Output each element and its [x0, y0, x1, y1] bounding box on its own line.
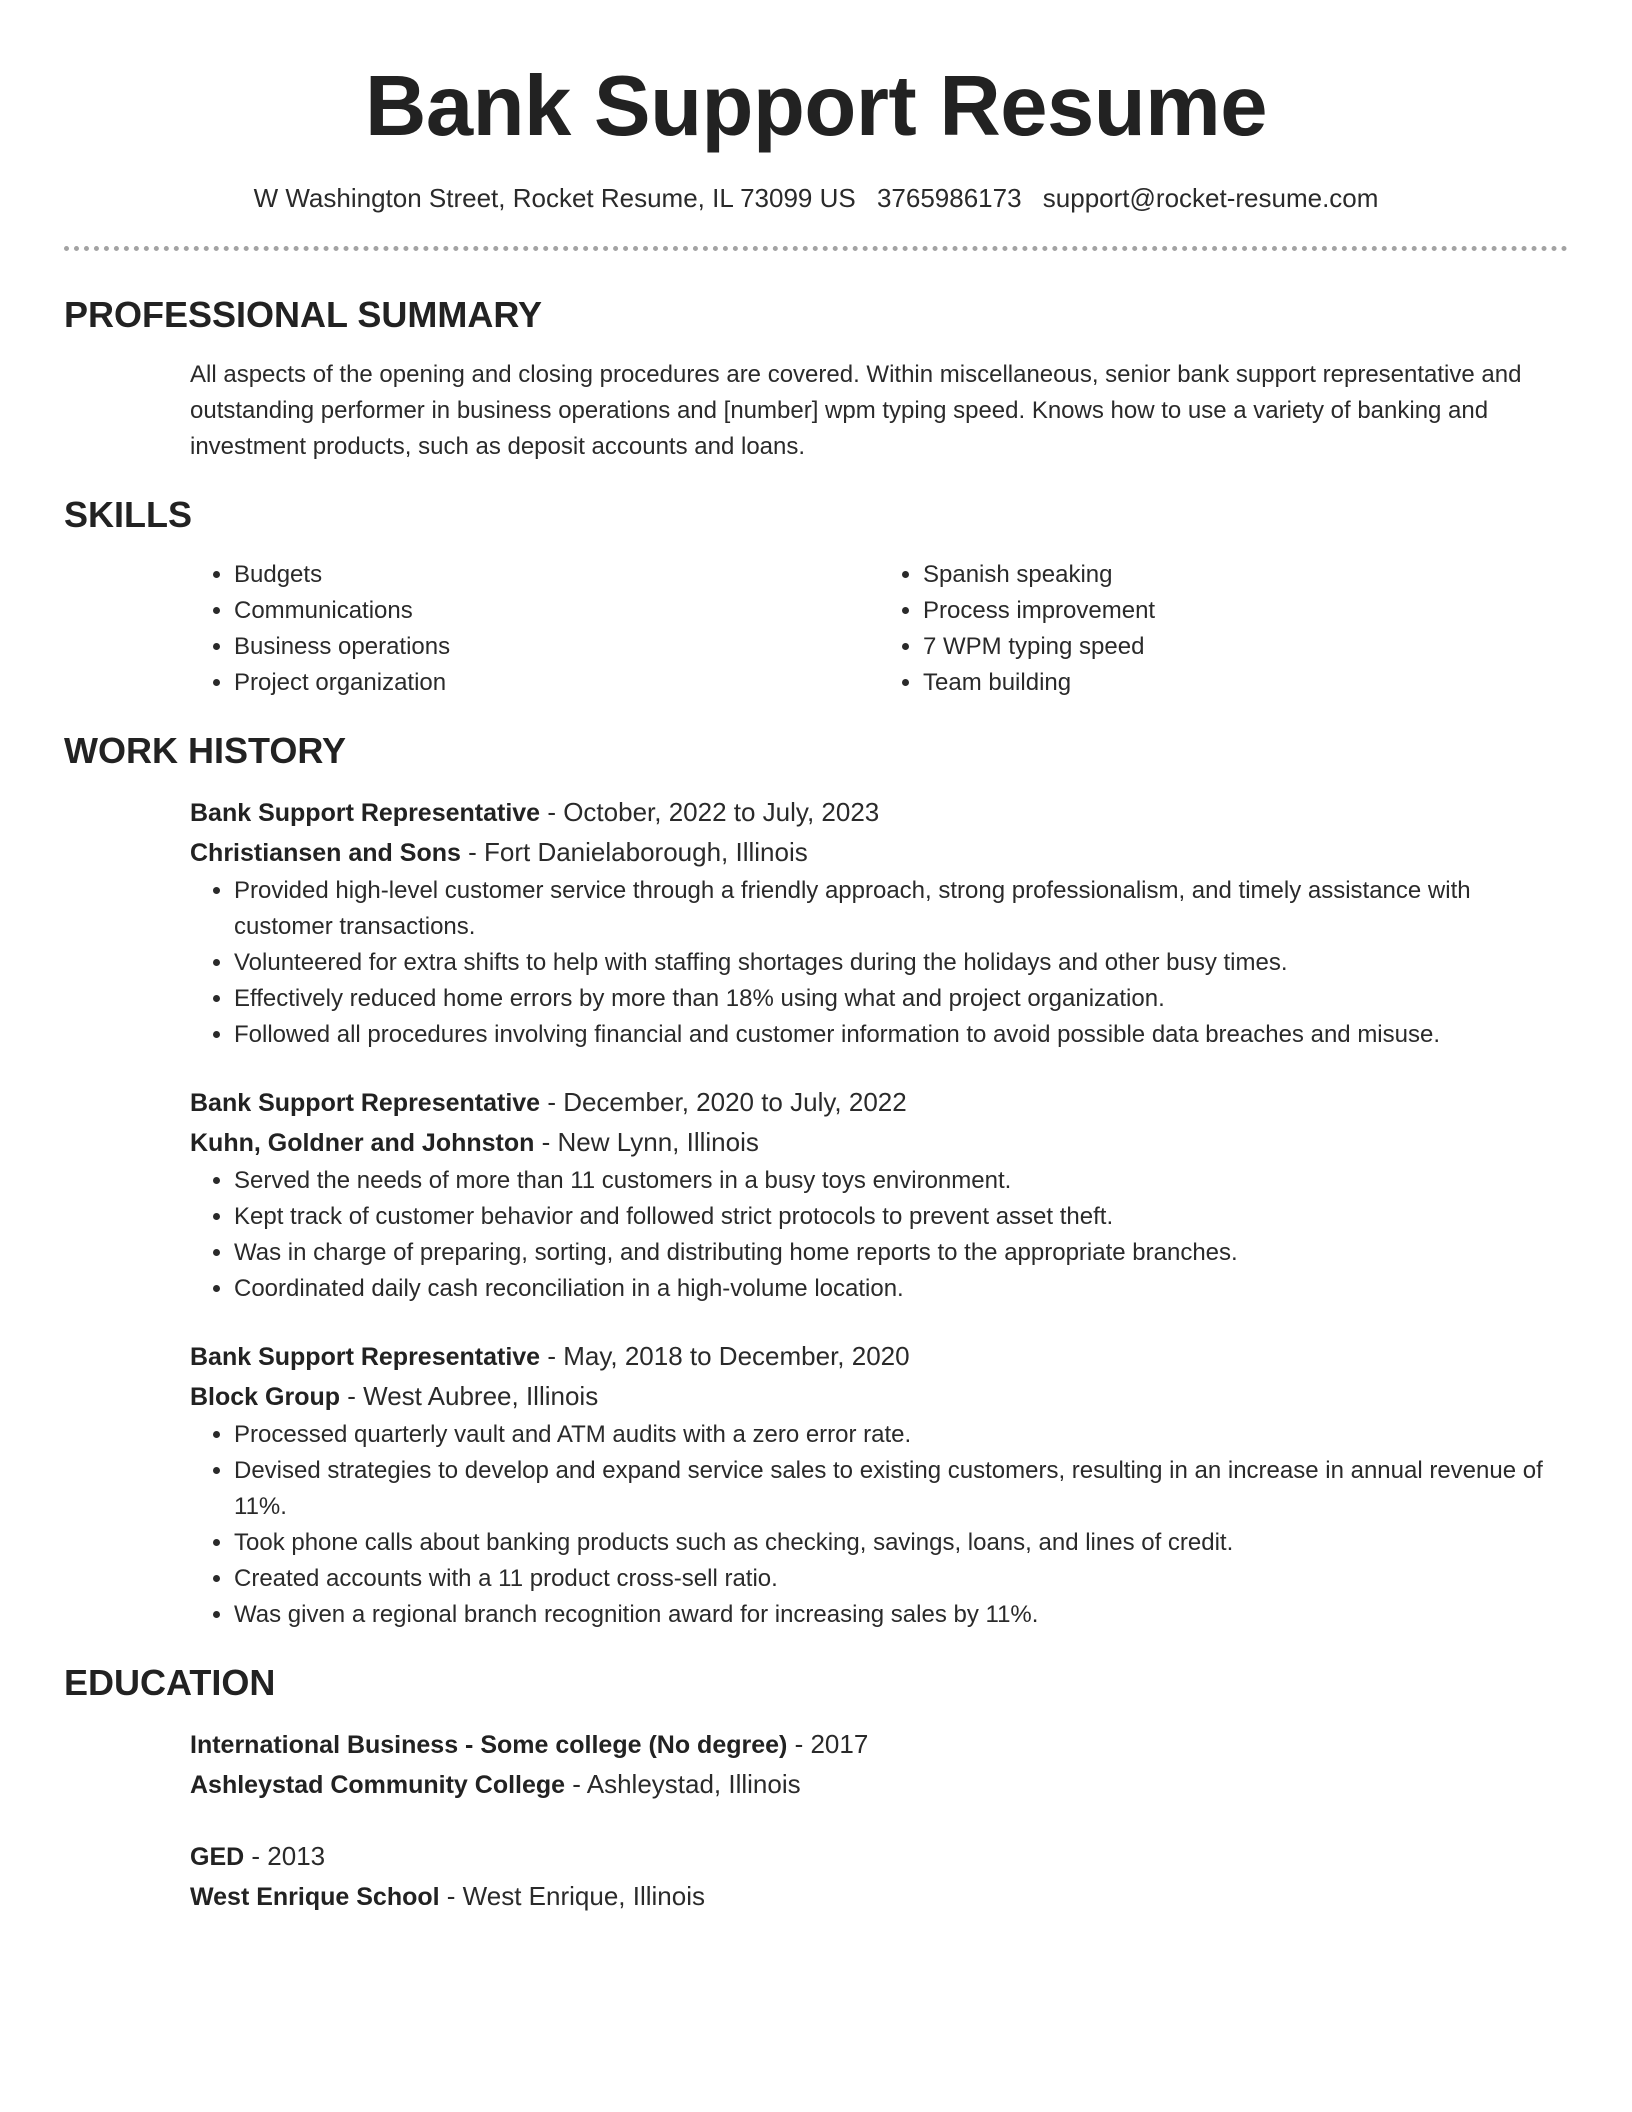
education-degree: GED: [190, 1843, 245, 1871]
job-bullet: • Coordinated daily cash reconciliation in a high-volume location.: [234, 1271, 1568, 1307]
job-role: Bank Support Representative: [190, 1089, 541, 1117]
job-bullet: • Provided high-level customer service through a friendly approach, strong professionalism, and timely assistance with customer transactions.: [234, 873, 1568, 945]
contact-phone: 3765986173: [876, 183, 1022, 213]
job-bullet: • Was given a regional branch recognition award for increasing sales by 11%.: [234, 1597, 1568, 1633]
job-bullet: • Effectively reduced home errors by more than 18% using what and project organization.: [234, 981, 1568, 1017]
job-role: Bank Support Representative: [190, 799, 541, 827]
skills-list: [190, 557, 1568, 701]
education-school: West Enrique School: [190, 1883, 440, 1911]
skill-item: • Communications: [234, 593, 879, 629]
summary-text: All aspects of the opening and closing procedures are covered. Within miscellaneous, senior bank support representative and outstanding performer in business operations and [number] wpm typing speed. Knows how to use a variety of banking and investment products, such as deposit accounts and loans.: [190, 361, 1522, 460]
job-title-line: [190, 793, 1568, 833]
skill-item: • Budgets: [234, 557, 879, 593]
job-title-line: [190, 1083, 1568, 1123]
job-bullet: • Devised strategies to develop and expand service sales to existing customers, resulting in an increase in annual revenue of 11%.: [234, 1453, 1568, 1525]
job-bullet: • Processed quarterly vault and ATM audits with a zero error rate.: [234, 1417, 1568, 1453]
summary-heading: PROFESSIONAL SUMMARY: [64, 294, 543, 335]
skill-item: • Process improvement: [923, 593, 1568, 629]
job-entry: [190, 1083, 1568, 1307]
job-bullets: [190, 1417, 1568, 1633]
job-role: Bank Support Representative: [190, 1343, 541, 1371]
education-heading: EDUCATION: [64, 1662, 276, 1703]
job-dates: - May, 2018 to December, 2020: [540, 1341, 910, 1371]
job-bullet: • Kept track of customer behavior and followed strict protocols to prevent asset theft.: [234, 1199, 1568, 1235]
job-company-line: [190, 833, 1568, 873]
job-bullets: [190, 1163, 1568, 1307]
education-location: - West Enrique, Illinois: [439, 1881, 705, 1911]
education-school-line: [190, 1765, 1568, 1805]
education-school: Ashleystad Community College: [190, 1771, 566, 1799]
education-year: - 2013: [244, 1841, 326, 1871]
job-company-line: [190, 1123, 1568, 1163]
job-company: Christiansen and Sons: [190, 839, 461, 867]
job-bullet: • Followed all procedures involving financial and customer information to avoid possible data breaches and misuse.: [234, 1017, 1568, 1053]
skill-item: • Spanish speaking: [923, 557, 1568, 593]
education-entry: [190, 1837, 1568, 1917]
resume-name: Bank Support Resume: [364, 59, 1268, 154]
contact-address: W Washington Street, Rocket Resume, IL 73099 US: [253, 183, 856, 213]
job-dates: - December, 2020 to July, 2022: [540, 1087, 907, 1117]
job-company: Block Group: [190, 1383, 341, 1411]
job-bullets: [190, 873, 1568, 1053]
skills-column-left: [190, 557, 879, 701]
job-entry: [190, 1337, 1568, 1633]
job-bullet: • Took phone calls about banking products such as checking, savings, loans, and lines of credit.: [234, 1525, 1568, 1561]
header-divider: [64, 246, 1568, 251]
job-dates: - October, 2022 to July, 2023: [540, 797, 880, 827]
job-entry: [190, 793, 1568, 1053]
contact-line: [64, 180, 1568, 216]
education-entry: [190, 1725, 1568, 1805]
education-degree-line: [190, 1725, 1568, 1765]
contact-email: support@rocket-resume.com: [1042, 183, 1379, 213]
job-bullet: • Served the needs of more than 11 customers in a busy toys environment.: [234, 1163, 1568, 1199]
skill-item: • Project organization: [234, 665, 879, 701]
work-history-heading: WORK HISTORY: [64, 730, 347, 771]
education-year: - 2017: [787, 1729, 869, 1759]
skill-item: • 7 WPM typing speed: [923, 629, 1568, 665]
education-degree-line: [190, 1837, 1568, 1877]
education-school-line: [190, 1877, 1568, 1917]
education-degree: International Business - Some college (No degree): [190, 1731, 788, 1759]
skill-item: • Team building: [923, 665, 1568, 701]
job-location: - New Lynn, Illinois: [534, 1127, 759, 1157]
job-location: - Fort Danielaborough, Illinois: [460, 837, 808, 867]
job-bullet: • Created accounts with a 11 product cross-sell ratio.: [234, 1561, 1568, 1597]
job-location: - West Aubree, Illinois: [340, 1381, 599, 1411]
job-company-line: [190, 1377, 1568, 1417]
job-bullet: • Volunteered for extra shifts to help with staffing shortages during the holidays and other busy times.: [234, 945, 1568, 981]
education-location: - Ashleystad, Illinois: [565, 1769, 801, 1799]
skill-item: • Business operations: [234, 629, 879, 665]
job-company: Kuhn, Goldner and Johnston: [190, 1129, 535, 1157]
skills-column-right: [879, 557, 1568, 701]
skills-heading: SKILLS: [64, 494, 193, 535]
job-bullet: • Was in charge of preparing, sorting, and distributing home reports to the appropriate branches.: [234, 1235, 1568, 1271]
summary-section: [190, 357, 1568, 465]
job-title-line: [190, 1337, 1568, 1377]
